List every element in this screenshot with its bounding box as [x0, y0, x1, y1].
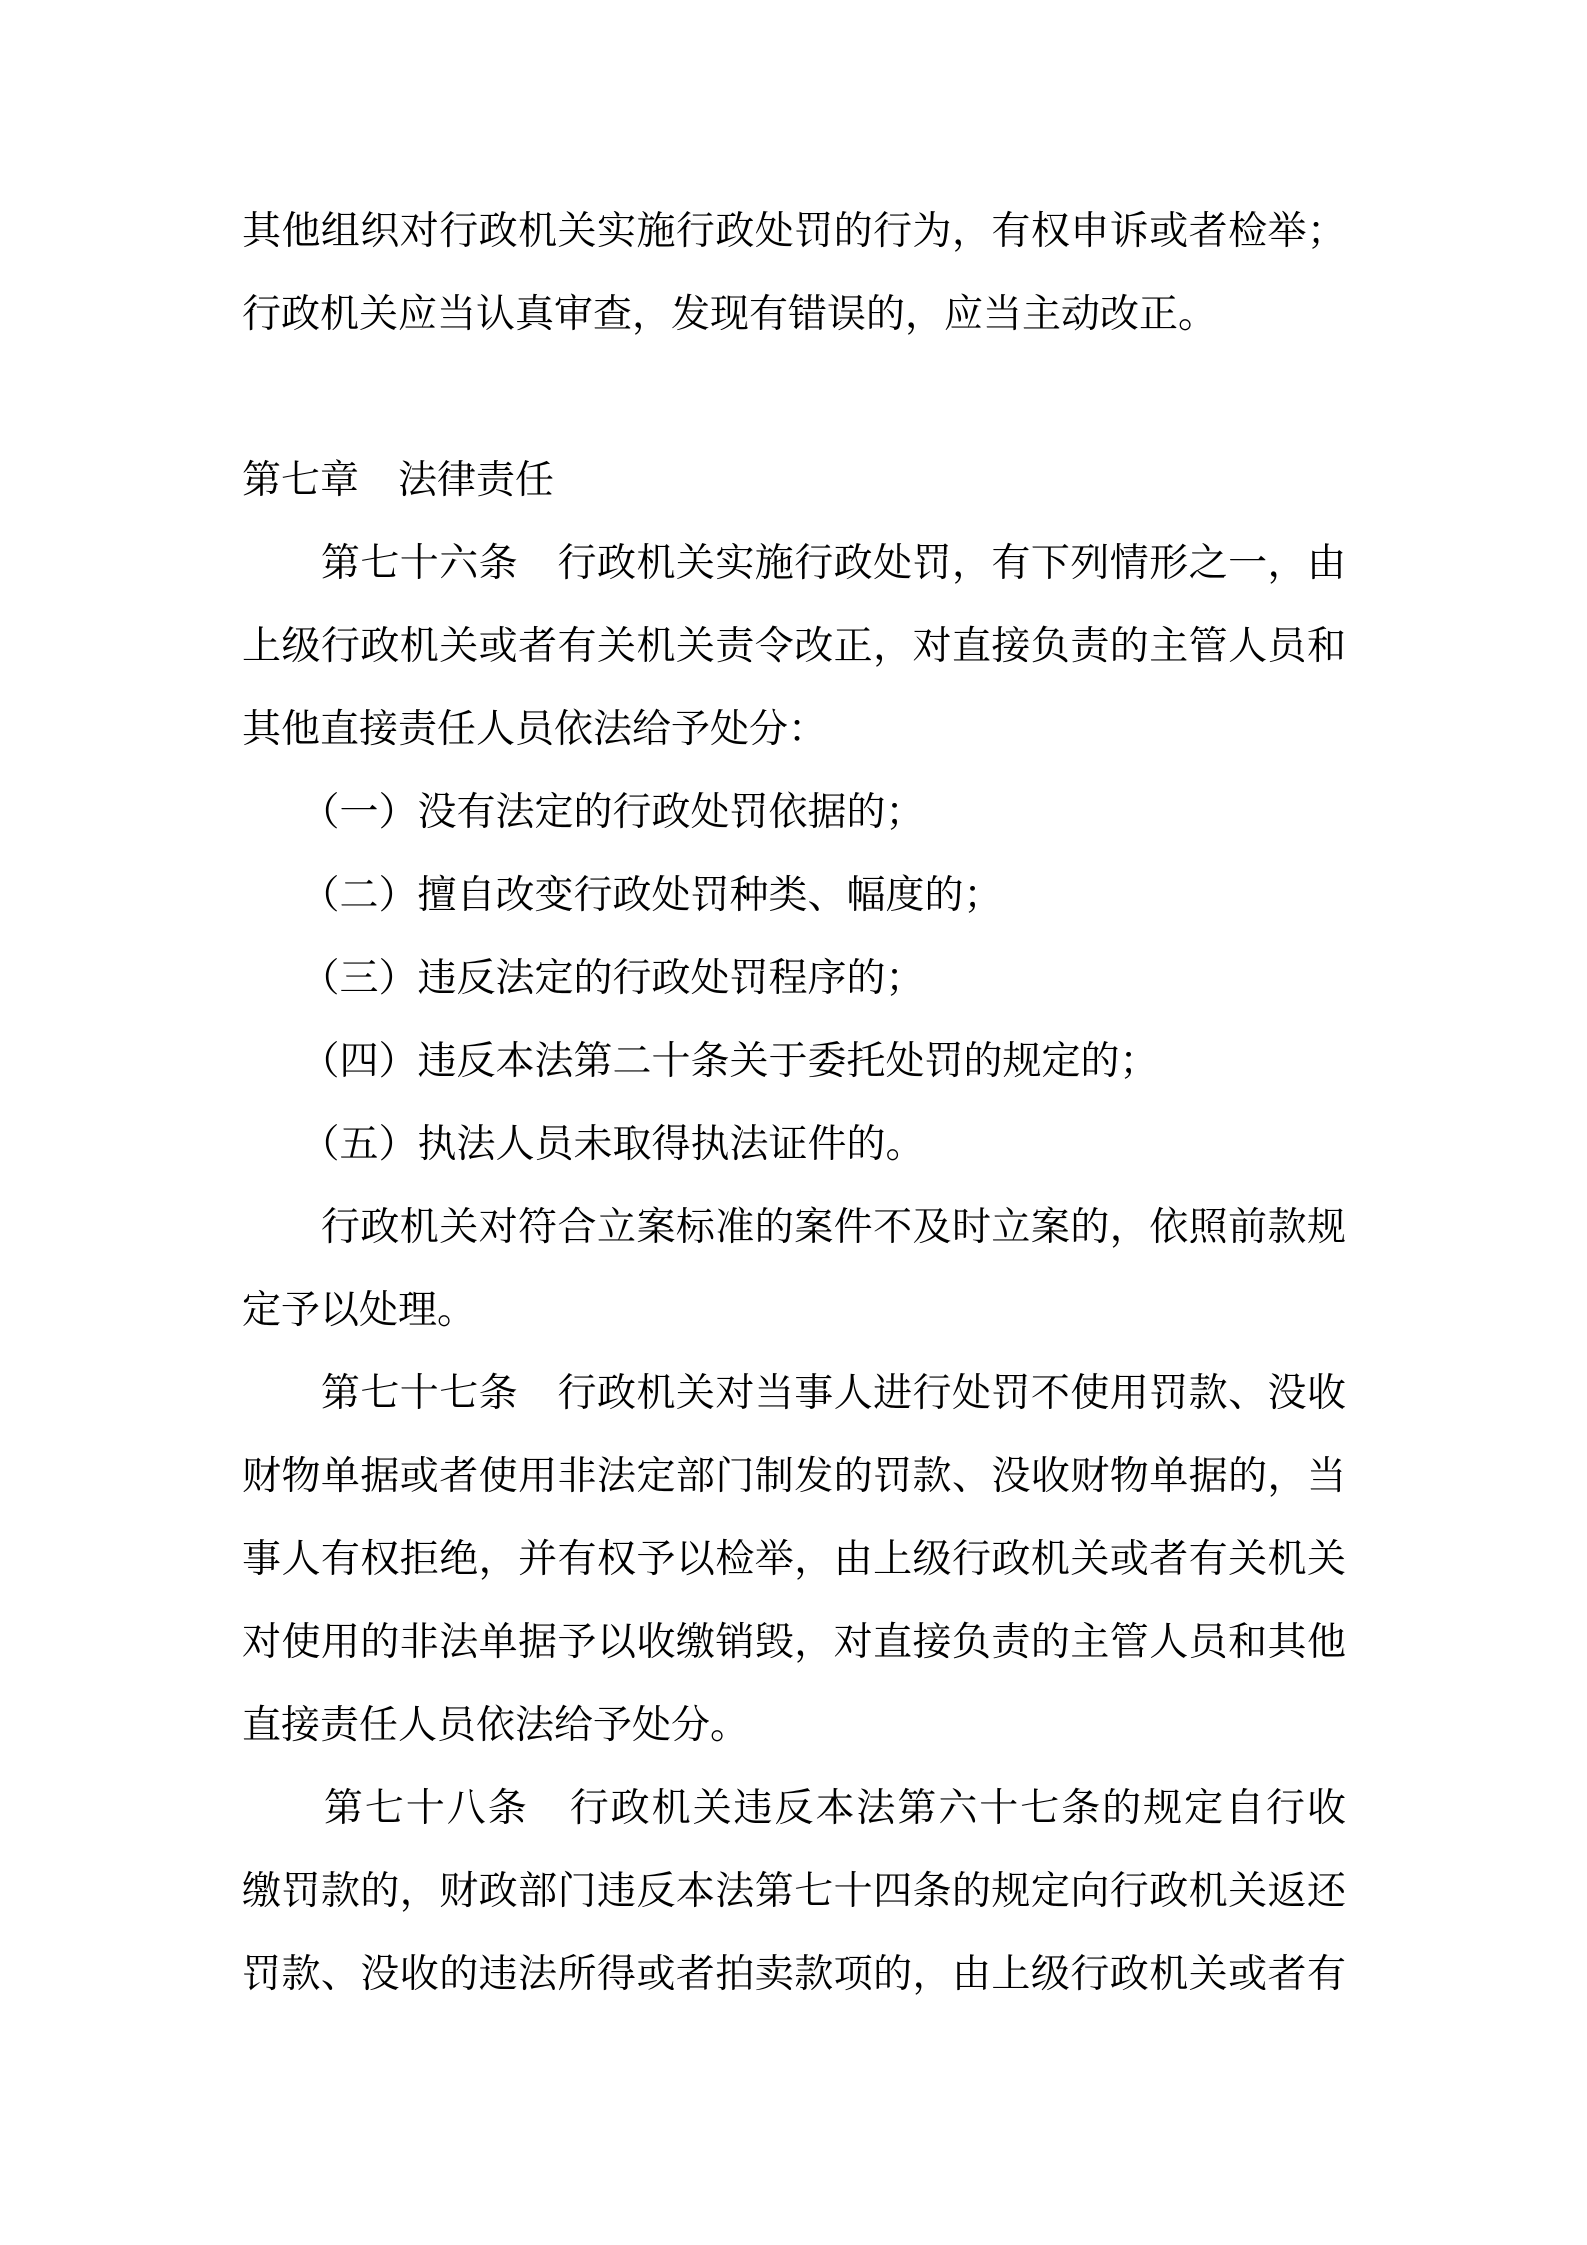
para-appeal-continuation — [242, 190, 1346, 356]
article-77-line-5: 直接责任人员依法给予处分。 — [242, 1704, 750, 1747]
document-body — [242, 190, 1346, 2016]
article-76-para-1-line-2: 上级行政机关或者有关机关责令改正，对直接负责的主管人员和 — [242, 625, 1346, 668]
article-77-line-4: 对使用的非法单据予以收缴销毁，对直接负责的主管人员和其他 — [242, 1621, 1346, 1664]
article-76-item-5-line-1: （五）执法人员未取得执法证件的。 — [242, 1123, 925, 1166]
article-77-line-2: 财物单据或者使用非法定部门制发的罚款、没收财物单据的，当 — [242, 1455, 1346, 1498]
article-76-item-1 — [242, 771, 1346, 854]
article-76-para-1 — [242, 522, 1346, 771]
article-77 — [242, 1352, 1346, 1767]
article-76-para-2 — [242, 1186, 1346, 1352]
article-77-line-3: 事人有权拒绝，并有权予以检举，由上级行政机关或者有关机关 — [242, 1538, 1346, 1581]
article-76-para-2-line-1: 行政机关对符合立案标准的案件不及时立案的，依照前款规 — [242, 1206, 1346, 1249]
para-appeal-continuation-line-1: 其他组织对行政机关实施行政处罚的行为，有权申诉或者检举； — [242, 210, 1346, 253]
chapter-7-heading — [242, 439, 1346, 522]
article-77-line-1: 第七十七条 行政机关对当事人进行处罚不使用罚款、没收 — [242, 1372, 1346, 1415]
chapter-7-heading-line-1: 第七章 法律责任 — [242, 459, 555, 502]
para-appeal-continuation-line-2: 行政机关应当认真审查，发现有错误的，应当主动改正。 — [242, 293, 1218, 336]
article-76-para-2-line-2: 定予以处理。 — [242, 1289, 477, 1332]
article-78-line-3: 罚款、没收的违法所得或者拍卖款项的，由上级行政机关或者有 — [242, 1953, 1346, 1996]
article-76-item-4 — [242, 1020, 1346, 1103]
article-76-item-4-line-1: （四）违反本法第二十条关于委托处罚的规定的； — [242, 1040, 1159, 1083]
article-76-item-3-line-1: （三）违反法定的行政处罚程序的； — [242, 957, 925, 1000]
article-76-item-5 — [242, 1103, 1346, 1186]
article-78-line-1: 第七十八条 行政机关违反本法第六十七条的规定自行收 — [242, 1787, 1346, 1830]
article-76-item-2-line-1: （二）擅自改变行政处罚种类、幅度的； — [242, 874, 1003, 917]
article-78-line-2: 缴罚款的，财政部门违反本法第七十四条的规定向行政机关返还 — [242, 1870, 1346, 1913]
article-76-item-2 — [242, 854, 1346, 937]
article-76-item-3 — [242, 937, 1346, 1020]
article-78 — [242, 1767, 1346, 2016]
article-76-para-1-line-3: 其他直接责任人员依法给予处分： — [242, 708, 828, 751]
article-76-para-1-line-1: 第七十六条 行政机关实施行政处罚，有下列情形之一，由 — [242, 542, 1346, 585]
article-76-item-1-line-1: （一）没有法定的行政处罚依据的； — [242, 791, 925, 834]
